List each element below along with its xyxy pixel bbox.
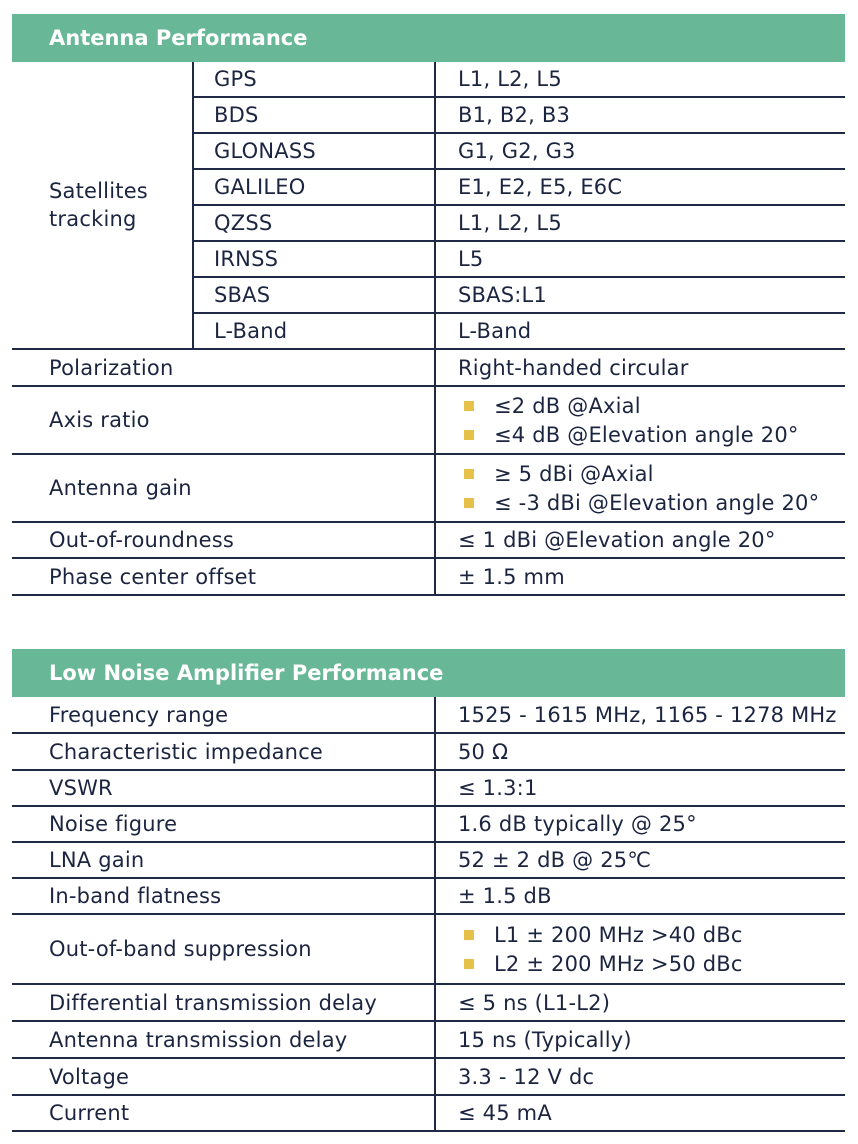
system-bands: G1, G2, G3: [435, 133, 845, 169]
spec-label: VSWR: [12, 770, 435, 806]
system-bands: L1, L2, L5: [435, 62, 845, 97]
spec-label: Out-of-band suppression: [12, 914, 435, 984]
table-row: [12, 733, 845, 770]
spec-value: Right-handed circular: [435, 349, 845, 386]
spec-value: ± 1.5 dB: [435, 878, 845, 914]
spec-label: Differential transmission delay: [12, 984, 435, 1021]
spec-label: Axis ratio: [12, 386, 435, 454]
table-row: [12, 522, 845, 558]
system-name: GALILEO: [193, 169, 435, 205]
system-bands: E1, E2, E5, E6C: [435, 169, 845, 205]
system-name: L-Band: [193, 313, 435, 349]
bullet-icon: [464, 959, 474, 969]
spec-value: 52 ± 2 dB @ 25℃: [435, 842, 845, 878]
spec-label: Voltage: [12, 1058, 435, 1095]
spec-value: ≤ 45 mA: [435, 1095, 845, 1131]
table-row: [12, 454, 845, 522]
spec-label: Polarization: [12, 349, 435, 386]
table-row: [12, 770, 845, 806]
spec-label: Phase center offset: [12, 558, 435, 595]
spec-label: LNA gain: [12, 842, 435, 878]
table-row: [12, 386, 845, 454]
system-name: BDS: [193, 97, 435, 133]
system-bands: L1, L2, L5: [435, 205, 845, 241]
spec-label: Out-of-roundness: [12, 522, 435, 558]
table-row: [12, 62, 845, 97]
spec-label: Antenna transmission delay: [12, 1021, 435, 1058]
spec-value: [435, 914, 845, 984]
antenna-performance-section: [12, 14, 845, 596]
system-name: GPS: [193, 62, 435, 97]
system-name: SBAS: [193, 277, 435, 313]
system-name: IRNSS: [193, 241, 435, 277]
list-item: ≤2 dB @Axial: [458, 391, 845, 420]
table-row: [12, 984, 845, 1021]
spec-label: Current: [12, 1095, 435, 1131]
bullet-icon: [464, 401, 474, 411]
spec-value: 1525 - 1615 MHz, 1165 - 1278 MHz: [435, 697, 845, 733]
spec-value: 3.3 - 12 V dc: [435, 1058, 845, 1095]
table-row: [12, 878, 845, 914]
table-row: [12, 1021, 845, 1058]
spec-value: ≤ 1 dBi @Elevation angle 20°: [435, 522, 845, 558]
spec-label: Characteristic impedance: [12, 733, 435, 770]
table-row: [12, 842, 845, 878]
bullet-icon: [464, 430, 474, 440]
bullet-icon: [464, 469, 474, 479]
system-name: QZSS: [193, 205, 435, 241]
spec-value: ± 1.5 mm: [435, 558, 845, 595]
lna-performance-section: [12, 649, 845, 1132]
bullet-icon: [464, 930, 474, 940]
list-item: ≤ -3 dBi @Elevation angle 20°: [458, 488, 845, 517]
spec-value: 15 ns (Typically): [435, 1021, 845, 1058]
system-bands: B1, B2, B3: [435, 97, 845, 133]
list-item: L1 ± 200 MHz >40 dBc: [458, 920, 845, 949]
system-bands: L-Band: [435, 313, 845, 349]
table-row: [12, 806, 845, 842]
antenna-performance-header: Antenna Performance: [12, 14, 845, 62]
spec-label: Frequency range: [12, 697, 435, 733]
table-row: [12, 1095, 845, 1131]
list-item: L2 ± 200 MHz >50 dBc: [458, 949, 845, 978]
lna-performance-header: Low Noise Amplifier Performance: [12, 649, 845, 697]
table-row: [12, 558, 845, 595]
bullet-icon: [464, 498, 474, 508]
table-row: [12, 914, 845, 984]
spec-value: ≤ 5 ns (L1-L2): [435, 984, 845, 1021]
spec-value: 1.6 dB typically @ 25°: [435, 806, 845, 842]
table-row: [12, 1058, 845, 1095]
system-bands: SBAS:L1: [435, 277, 845, 313]
spec-value: [435, 386, 845, 454]
system-name: GLONASS: [193, 133, 435, 169]
spec-value: [435, 454, 845, 522]
list-item: ≤4 dB @Elevation angle 20°: [458, 420, 845, 449]
table-row: [12, 349, 845, 386]
spec-value: 50 Ω: [435, 733, 845, 770]
spec-value: ≤ 1.3:1: [435, 770, 845, 806]
spec-label: In-band flatness: [12, 878, 435, 914]
antenna-performance-table: [12, 62, 845, 596]
spec-label: Noise figure: [12, 806, 435, 842]
lna-performance-table: [12, 697, 845, 1132]
system-bands: L5: [435, 241, 845, 277]
table-row: [12, 697, 845, 733]
list-item: ≥ 5 dBi @Axial: [458, 459, 845, 488]
satellites-tracking-label: Satellites tracking: [12, 62, 193, 349]
spec-label: Antenna gain: [12, 454, 435, 522]
